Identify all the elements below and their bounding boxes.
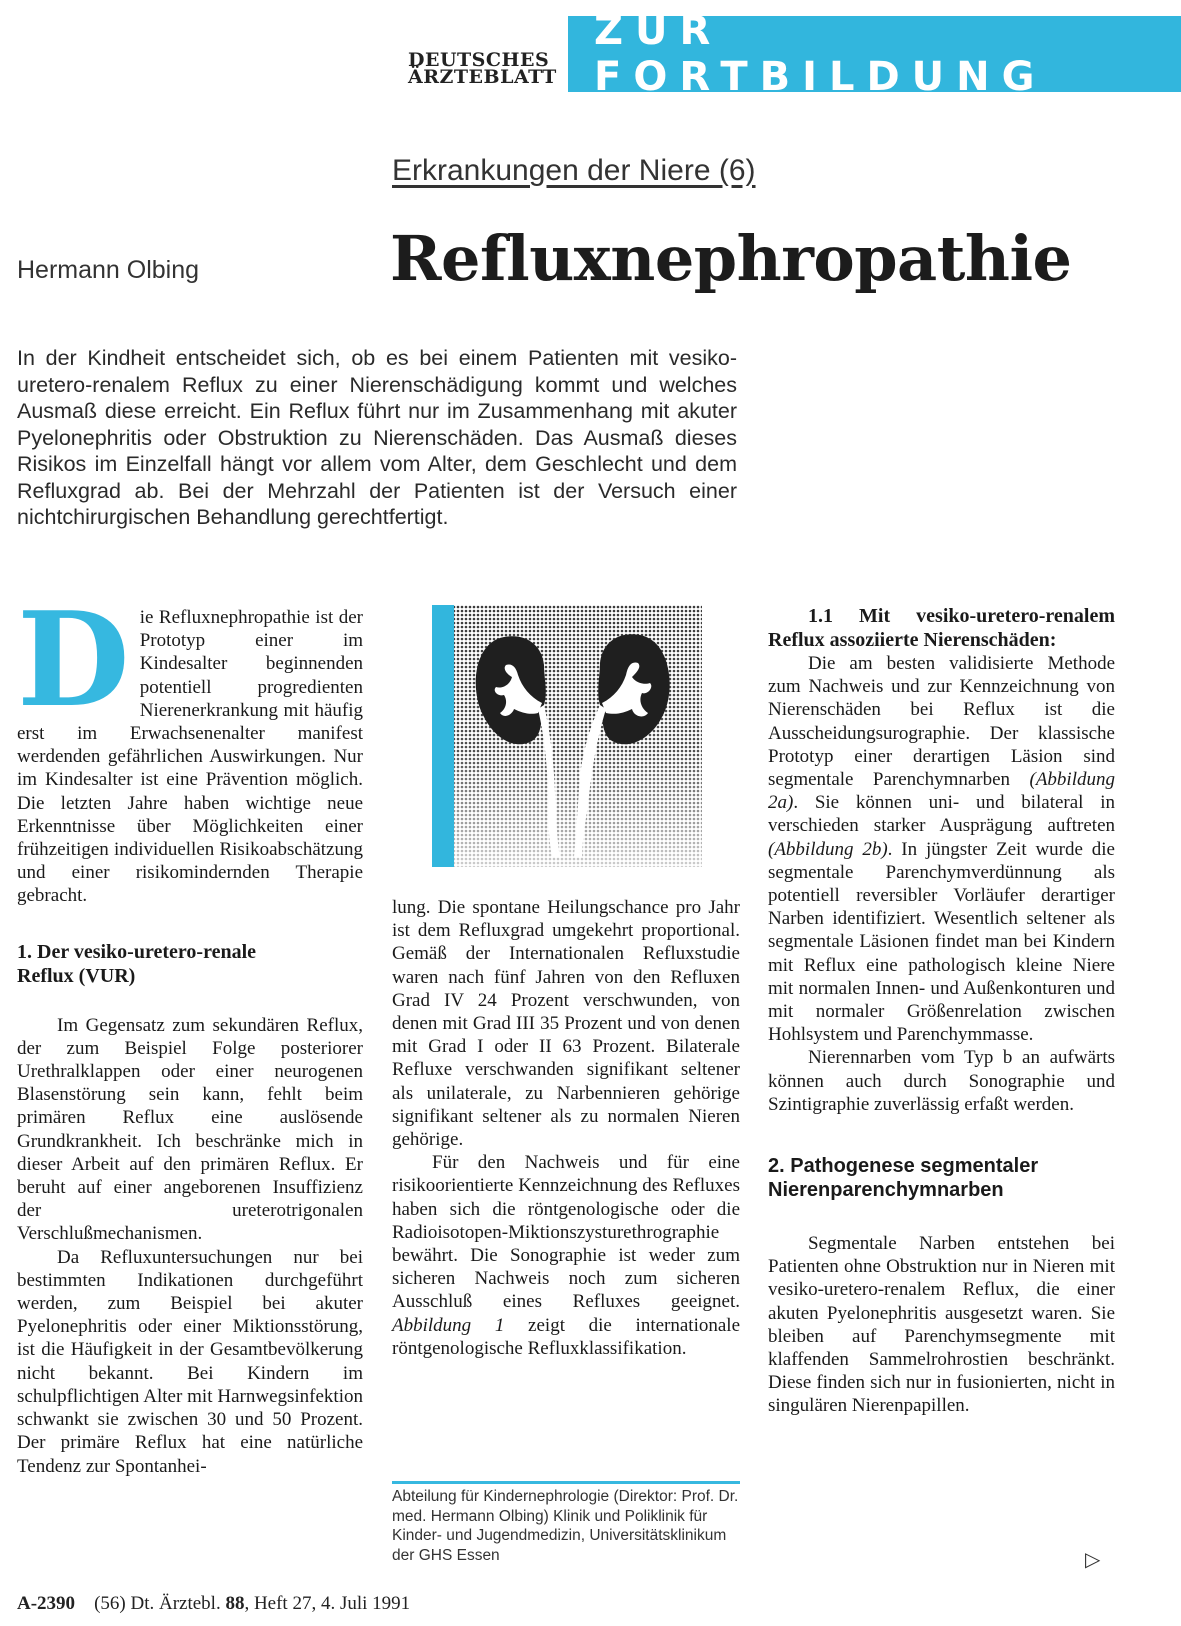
journal-logo <box>408 49 558 88</box>
continue-arrow-icon: ▷ <box>1085 1547 1101 1571</box>
column-3 <box>768 604 1115 1418</box>
figure-reference: (Abbildung 2a) <box>768 769 1115 814</box>
body-paragraph: Segmentale Narben entstehen bei Patienten ohne Obstruktion nur in Nieren mit vesiko-uretero-renalem Reflux, die einer akuten Pyelonephritis ausgesetzt waren. Sie bleiben auf Parenchymsegmente mit klaffenden Sammelrohrostien beschränkt. Diese finden sich nur in fusionierten, nicht in singulären Nierenpapillen. <box>768 1233 1115 1417</box>
affiliation-divider <box>392 1481 740 1484</box>
citation-start: (56) Dt. Ärztebl. <box>94 1593 226 1614</box>
body-paragraph: Die am besten validisierte Methode zum Nachweis und zur Kennzeichnung von Nierenschäden bei Reflux ist die Ausscheidungsurographie. Der klassische Prototyp einer derartigen Läsion sind segmentale Parenchymnarben (Abbildung 2a). Sie können uni- und bilateral in verschieden starker Ausprägung auftreten (Abbildung 2b). In jüngster Zeit wurde die segmentale Parenchymverdünnung als potentiell reversibler Vorläufer derartiger Narben identifiziert. Wesentlich seltener als segmentale Läsionen findet man bei Kindern mit Reflux eine pathologisch kleine Niere mit normalen Innen- und Außenkonturen und mit normaler Größenrelation zwischen Hohlsystem und Parenchymmasse. <box>768 653 1115 1046</box>
body-paragraph: Nierennarben vom Typ b an aufwärts können auch durch Sonographie und Szintigraphie zuverlässig erfaßt werden. <box>768 1047 1115 1115</box>
section-label: ZUR FORTBILDUNG <box>594 8 1047 100</box>
body-paragraph: lung. Die spontane Heilungschance pro Jahr ist dem Refluxgrad umgekehrt proportional. Gemäß der Internationalen Refluxstudie waren nach fünf Jahren von den Refluxen Grad IV 24 Prozent verschwunden, von denen mit Grad III 35 Prozent und von denen mit Grad I oder II 63 Prozent. Bilaterale Refluxe verschwanden signifikant seltener als unilaterale, zu Narbennieren gehörige signifikant seltener als zu normalen Nieren gehörige. <box>392 897 740 1151</box>
section-banner <box>568 8 1181 100</box>
body-paragraph: Für den Nachweis und für eine risikoorientierte Kennzeichnung des Refluxes haben sich die röntgenologische oder die Radioisotopen-Miktionszysturethrographie bewährt. Die Sonographie ist weder zum sicheren Nachweis noch zum sicheren Ausschluß eines Refluxes geeignet. Abbildung 1 zeigt die internationale röntgenologische Refluxklassifikation. <box>392 1152 740 1359</box>
author-affiliation: Abteilung für Kindernephrologie (Direktor: Prof. Dr. med. Hermann Olbing) Klinik und Poliklinik für Kinder- und Jugendmedizin, Universitätsklinikum der GHS Essen <box>392 1488 739 1564</box>
page-footer <box>17 1593 410 1615</box>
article-title: Refluxnephropathie <box>390 222 1072 295</box>
series-title: Erkrankungen der Niere (6) <box>392 154 756 187</box>
section-heading-1: 1. Der vesiko-uretero-renale Reflux (VUR) <box>17 940 257 987</box>
volume-number: 88 <box>225 1593 245 1614</box>
figure-reference: Abbildung 1 <box>392 1314 505 1336</box>
figure-accent-bar <box>432 605 454 867</box>
body-paragraph: Da Refluxuntersuchungen nur bei bestimmten Indikationen durchgeführt werden, zum Beispiel bei akuter Pyelonephritis oder einer Miktionsstörung, ist die Häufigkeit in der Gesamtbevölkerung nicht bekannt. Bei Kindern im schulpflichtigen Alter mit Harnwegsinfektion schwankt sie zwischen 30 und 50 Prozent. Der primäre Reflux hat eine natürliche Tendenz zur Spontanhei- <box>17 1246 363 1477</box>
section-heading-2: 2. Pathogenese segmentaler Nierenparenchymnarben <box>768 1155 1039 1202</box>
page-code: A-2390 <box>17 1593 76 1614</box>
intro-text: ie Refluxnephropathie ist der Prototyp einer im Kindesalter beginnenden potentiell progredienten Nierenerkrankung mit häufig erst im Erwachsenenalter manifest werdenden gefährlichen Auswirkungen. Nur im Kindesalter ist eine Prävention möglich. Die letzten Jahre haben wichtige neue Erkenntnisse über Möglichkeiten einer frühzeitigen individuellen Risikoabschätzung und einer risikomindernden Therapie gebracht. <box>17 607 363 907</box>
abstract: In der Kindheit entscheidet sich, ob es bei einem Patienten mit vesiko-uretero-renalem Reflux zu einer Nierenschädigung kommt und welches Ausmaß diese erreicht. Ein Reflux führt nur im Zusammenhang mit akuter Pyelonephritis oder Obstruktion zu Nierenschäden. Das Ausmaß dieses Risikos im Einzelfall hängt vor allem vom Alter, dem Geschlecht und dem Refluxgrad ab. Bei der Mehrzahl der Patienten ist der Versuch einer nichtchirurgischen Behandlung gerechtfertigt. <box>17 346 737 529</box>
author-name: Hermann Olbing <box>17 256 200 284</box>
column-2 <box>392 896 740 1360</box>
section-heading-1-1: 1.1 Mit vesiko-uretero-renalem Reflux assoziierte Nierenschäden: <box>768 605 1115 651</box>
body-paragraph: Im Gegensatz zum sekundären Reflux, der zum Beispiel Folge posteriorer Urethralklappen oder einer neurogenen Blasenstörung sein kann, fehlt beim primären Reflux eine auslösende Grundkrankheit. Ich beschränke mich in dieser Arbeit auf den primären Reflux. Er beruht auf einer angeborenen Insuffizienz der ureterotrigonalen Verschlußmechanismen. <box>17 1014 363 1245</box>
logo-line-2: ÄRZTEBLATT <box>408 66 557 88</box>
citation-end: , Heft 27, 4. Juli 1991 <box>244 1593 411 1614</box>
kidney-illustration <box>432 605 702 867</box>
figure-reference: (Abbildung 2b) <box>768 838 888 860</box>
drop-cap: D <box>17 583 130 736</box>
intro-paragraph <box>17 583 363 908</box>
column-1 <box>17 583 363 1478</box>
logo-line-1: DEUTSCHES <box>408 49 550 71</box>
